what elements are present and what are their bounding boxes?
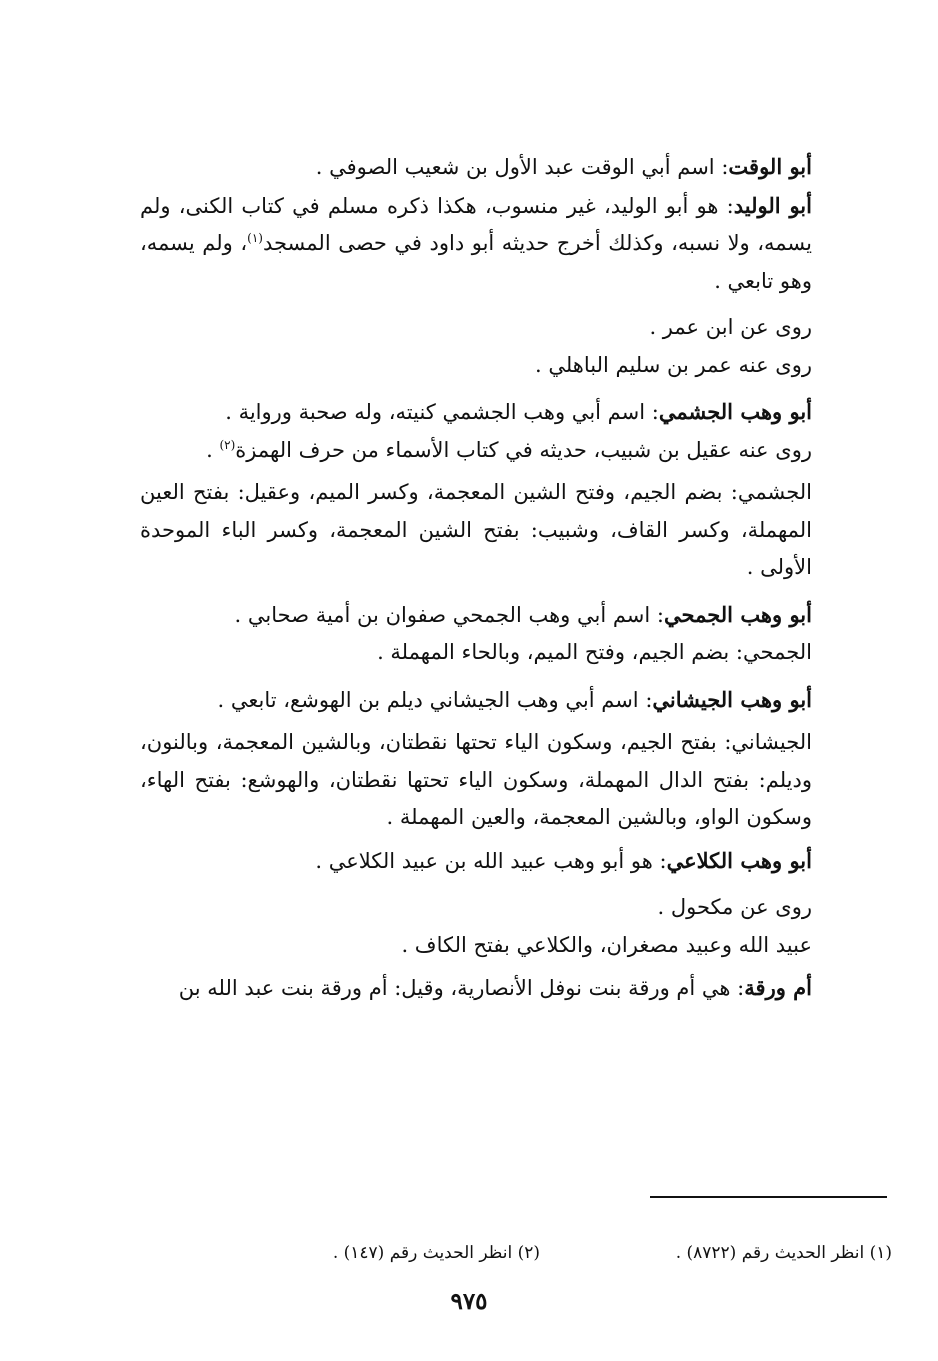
main-text: [140, 148, 846, 1008]
vocalization-note: [140, 927, 846, 965]
entry-text: هو أبو وهب عبيد الله بن عبيد الكلاعي .: [315, 848, 653, 873]
entry-heading: أبو الوليد: [733, 192, 812, 218]
narration-line: روى عنه عقيل بن شبيب، حديثه في كتاب الأسماء من حرف الهمزة$^{(٢)}$ .: [206, 437, 812, 462]
footnote-ref-1: (١): [247, 231, 263, 245]
entry-text: الجشمي: بضم الجيم، وفتح الشين المعجمة، وكسر الميم، وعقيل: بفتح العين المهملة، وكسر القاف، وشبيب: بفتح الشين المعجمة، وكسر الباء الموحدة الأولى .: [140, 480, 812, 579]
entry-abu-wahb-al-jayshani: أبو وهب الجيشاني: اسم أبي وهب الجيشاني ديلم بن الهوشع، تابعي .: [217, 686, 812, 712]
entry-abu-al-walid: أبو الوليد: هو أبو الوليد، غير منسوب، هكذا ذكره مسلم في كتاب الكنى، ولم يسمه، ولا نسبه، وكذلك أخرج حديثه أبو داود في حصى المسجد$^{(١)}$، ولم يسمه، وهو تابعي .: [140, 192, 812, 293]
entry-text: اسم أبي وهب الجشمي كنيته، وله صحبة ورواية .: [225, 400, 646, 424]
entry-heading: أبو وهب الجمحي: [664, 601, 812, 627]
page-number: ٩٧٥: [450, 1288, 488, 1315]
entry-text: اسم أبي وهب الجمحي صفوان بن أمية صحابي .: [234, 602, 651, 627]
vocalization-note: [140, 474, 846, 587]
entry-text: الجيشاني: بفتح الجيم، وسكون الياء تحتها نقطتان، وبالشين المعجمة، وبالنون، وديلم: بفتح الدال المهملة، وسكون الياء تحتها نقطتان، والهوشع: بفتح الهاء، وسكون الواو، وبالشين المعجمة، والعين المهملة .: [140, 730, 812, 829]
entry-text: روى عن ابن عمر .: [649, 315, 812, 339]
entry-text: روى عنه عقيل بن شبيب، حديثه في كتاب الأسماء من حرف الهمزة: [235, 437, 812, 462]
entry-heading: أبو وهب الجشمي: [658, 399, 812, 424]
footnote-separator: [650, 1196, 887, 1198]
footnote-2: (٢) انظر الحديث رقم (١٤٧) .: [332, 1243, 540, 1263]
entry-text: اسم أبي الوقت عبد الأول بن شعيب الصوفي .: [315, 155, 715, 179]
narration-line: [140, 347, 846, 385]
entry-text: ، ولم يسمه، وهو تابعي .: [140, 231, 812, 293]
narration-line: [140, 889, 846, 927]
entry-abu-wahb-al-jushami: أبو وهب الجشمي: اسم أبي وهب الجشمي كنيته، وله صحبة ورواية .: [225, 399, 812, 424]
vocalization-note: [140, 634, 846, 672]
entry-heading: أبو وهب الكلاعي: [666, 847, 812, 873]
footnote-1: (١) انظر الحديث رقم (٨٧٢٢) .: [675, 1243, 892, 1263]
entry-text: اسم أبي وهب الجيشاني ديلم بن الهوشع، تابعي .: [217, 687, 639, 712]
vocalization-note: [140, 724, 846, 837]
narration-line: [140, 309, 846, 347]
entry-abu-wahb-al-jumahi: أبو وهب الجمحي: اسم أبي وهب الجمحي صفوان بن أمية صحابي .: [234, 601, 812, 627]
footnote-ref-2: (٢): [219, 437, 236, 452]
entry-abu-wahb-al-kalai: أبو وهب الكلاعي: هو أبو وهب عبيد الله بن عبيد الكلاعي .: [315, 847, 812, 873]
entry-heading: أبو وهب الجيشاني: [652, 686, 812, 712]
entry-text: هو أبو الوليد، غير منسوب، هكذا ذكره مسلم في كتاب الكنى، ولم يسمه، ولا نسبه، وكذلك أخرج حديثه أبو داود في حصى المسجد: [140, 193, 812, 255]
entry-text: عبيد الله وعبيد مصغران، والكلاعي بفتح الكاف .: [401, 932, 812, 957]
entry-text: الجمحي: بضم الجيم، وفتح الميم، وبالحاء المهملة .: [377, 640, 812, 664]
entry-text: هي أم ورقة بنت نوفل الأنصارية، وقيل: أم ورقة بنت عبد الله بن: [178, 976, 731, 1000]
entry-heading: أبو الوقت: [728, 154, 812, 179]
entry-text: روى عن مكحول .: [657, 895, 812, 919]
entry-text: روى عنه عمر بن سليم الباهلي .: [534, 352, 812, 377]
entry-abu-al-waqt: أبو الوقت: اسم أبي الوقت عبد الأول بن شعيب الصوفي .: [315, 154, 812, 179]
entry-heading: أم ورقة: [744, 975, 812, 1000]
entry-umm-waraqa: أم ورقة: هي أم ورقة بنت نوفل الأنصارية، وقيل: أم ورقة بنت عبد الله بن: [178, 975, 812, 1000]
